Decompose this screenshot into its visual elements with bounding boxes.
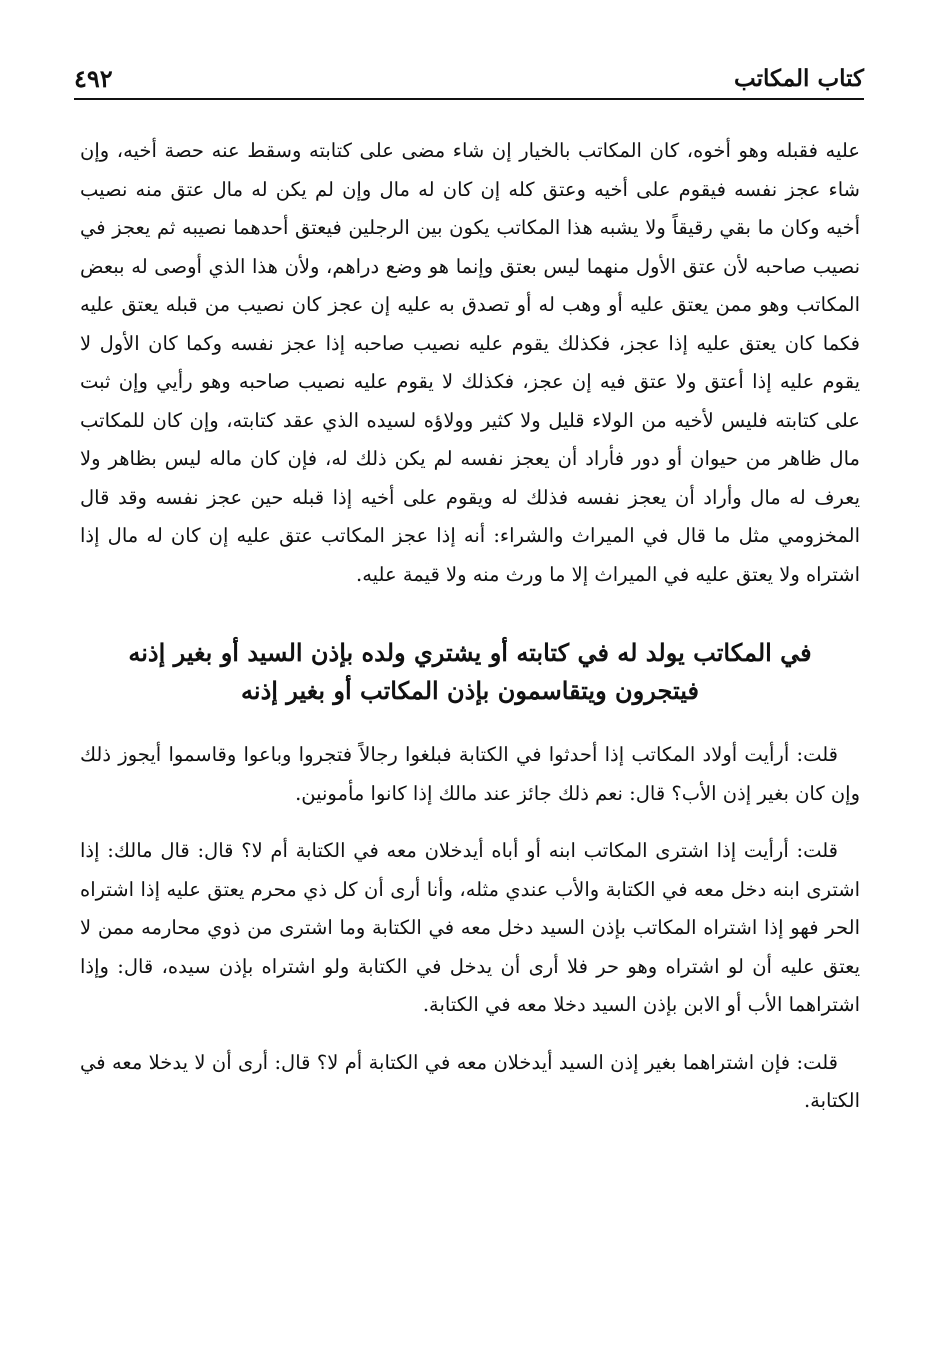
page-number: ٤٩٢ — [74, 64, 113, 93]
running-header — [74, 54, 864, 98]
qa-paragraph-1: قلت: أرأيت أولاد المكاتب إذا أحدثوا في الكتابة فبلغوا رجالاً فتجروا وباعوا وقاسموا أيجوز ذلك وإن كان بغير إذن الأب؟ قال: نعم ذلك جائز عند مالك إذا كانوا مأمونين. — [80, 743, 860, 805]
qa-paragraph-2: قلت: أرأيت إذا اشترى المكاتب ابنه أو أباه أيدخلان معه في الكتابة أم لا؟ قال: قال مالك: إذا اشترى ابنه دخل معه في الكتابة والأب عندي مثله، وأنا أرى أن كل ذي محرم يعتق عليه إذا اشتراه الحر فهو إذا اشتراه المكاتب بإذن السيد دخل معه في الكتابة وما اشترى من ذوي محارمه ممن لا يعتق عليه أن لو اشتراه وهو حر فلا أرى أن يدخل في الكتابة ولو اشتراه بإذن سيده، قال: وإذا اشتراهما الأب أو الابن بإذن السيد دخلا معه في الكتابة. — [80, 839, 860, 1016]
book-title: كتاب المكاتب — [734, 65, 864, 92]
qa-paragraph-3: قلت: فإن اشتراهما بغير إذن السيد أيدخلان معه في الكتابة أم لا؟ قال: أرى أن لا يدخلا معه في الكتابة. — [80, 1050, 860, 1112]
section-heading-line-2: فيتجرون ويتقاسمون بإذن المكاتب أو بغير إذنه — [241, 676, 699, 705]
page-body — [80, 132, 860, 1140]
opening-paragraph: عليه فقبله وهو أخوه، كان المكاتب بالخيار إن شاء مضى على كتابته وسقط عنه حصة أخيه، وإن شاء عجز نفسه فيقوم على أخيه وعتق كله إن كان له مال وإن لم يكن له مال عتق منه نصيب أخيه وكان ما بقي رقيقاً ولا يشبه هذا المكاتب يكون بين الرجلين فيعتق أحدهما نصيبه ثم يعجز في نصيب صاحبه لأن عتق الأول منهما ليس بعتق وإنما هو وضع دراهم، ولأن هذا الذي أوصى له ببعض المكاتب وهو ممن يعتق عليه أو وهب له أو تصدق به عليه إن عجز كان نصيب من قبله يعتق عليه فكما كان يعتق عليه إذا عجز، فكذلك يقوم عليه نصيب صاحبه إذا عجز نفسه وكما كان الأول لا يقوم عليه إذا أعتق ولا عتق فيه إن عجز، فكذلك لا يقوم عليه نصيب صاحبه وهو رأيي وإن ثبت على كتابته فليس لأخيه من الولاء قليل ولا كثير وولاؤه لسيده الذي عقد كتابته، وإن كان للمكاتب مال ظاهر من حيوان أو دور فأراد أن يعجز نفسه لم يكن ذلك له، فإن كان ماله ليس بظاهر ولا يعرف له مال وأراد أن يعجز نفسه فذلك له ويقوم على أخيه إذا قبله حين عجز نفسه وقد قال المخزومي مثل ما قال في الميراث والشراء: أنه إذا عجز المكاتب عتق عليه إن كان له مال إذا اشتراه ولا يعتق عليه في الميراث إلا ما ورث منه ولا قيمة عليه. — [80, 139, 861, 586]
section-heading-line-1: في المكاتب يولد له في كتابته أو يشتري ولده بإذن السيد أو بغير إذنه — [128, 638, 812, 667]
section-heading — [80, 634, 860, 710]
header-divider — [74, 98, 864, 100]
